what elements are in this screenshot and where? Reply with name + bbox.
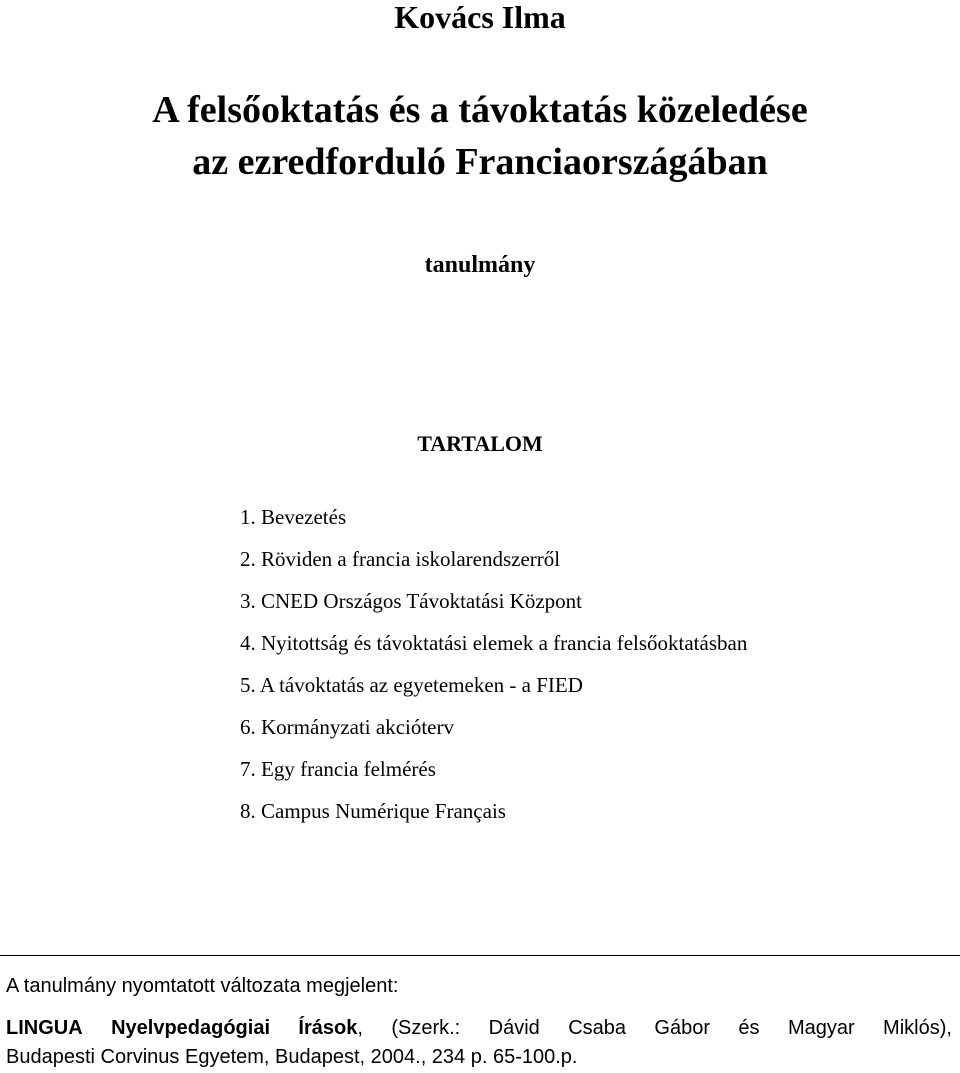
ref-szerk: (Szerk.:: [391, 1017, 461, 1039]
ref-editor-david: Dávid: [488, 1017, 540, 1039]
toc-item-1: 1. Bevezetés: [240, 505, 347, 529]
author-name: Kovács Ilma: [394, 0, 566, 35]
toc-item-6: 6. Kormányzati akcióterv: [240, 715, 454, 739]
toc-item-5: 5. A távoktatás az egyetemeken - a FIED: [240, 673, 583, 697]
publication-reference-line-1: [6, 1015, 952, 1041]
ref-editor-magyar: Magyar: [787, 1017, 855, 1039]
ref-editor-miklos: Miklós),: [883, 1017, 952, 1039]
ref-comma: ,: [357, 1017, 363, 1039]
document-title: [0, 84, 960, 188]
publication-reference-line-2: Budapesti Corvinus Egyetem, Budapest, 2004., 234 p. 65-100.p.: [6, 1046, 578, 1068]
toc-item-8: 8. Campus Numérique Français: [240, 799, 506, 823]
toc-item-4: 4. Nyitottság és távoktatási elemek a francia felsőoktatásban: [240, 631, 748, 655]
ref-editor-csaba: Csaba: [568, 1017, 626, 1039]
footer-divider: [0, 955, 960, 956]
document-subtitle: tanulmány: [424, 252, 536, 278]
title-line-2: az ezredforduló Franciaországában: [192, 141, 768, 183]
ref-journal-nyelvpedagogiai: Nyelvpedagógiai: [111, 1017, 271, 1039]
ref-journal-lingua: LINGUA: [6, 1017, 83, 1039]
ref-conjunction: és: [738, 1017, 760, 1039]
ref-journal-irasok: [298, 1015, 363, 1041]
toc-item-7: 7. Egy francia felmérés: [240, 757, 436, 781]
toc-item-2: 2. Röviden a francia iskolarendszerről: [240, 547, 561, 571]
title-line-1: A felsőoktatás és a távoktatás közeledése: [152, 89, 808, 131]
ref-journal-irasok-word: Írások: [298, 1017, 358, 1039]
toc-heading: TARTALOM: [417, 431, 543, 456]
table-of-contents: [240, 503, 747, 839]
ref-editor-gabor: Gábor: [654, 1017, 710, 1039]
toc-item-3: 3. CNED Országos Távoktatási Központ: [240, 589, 582, 613]
publication-note: A tanulmány nyomtatott változata megjelent:: [6, 975, 399, 997]
